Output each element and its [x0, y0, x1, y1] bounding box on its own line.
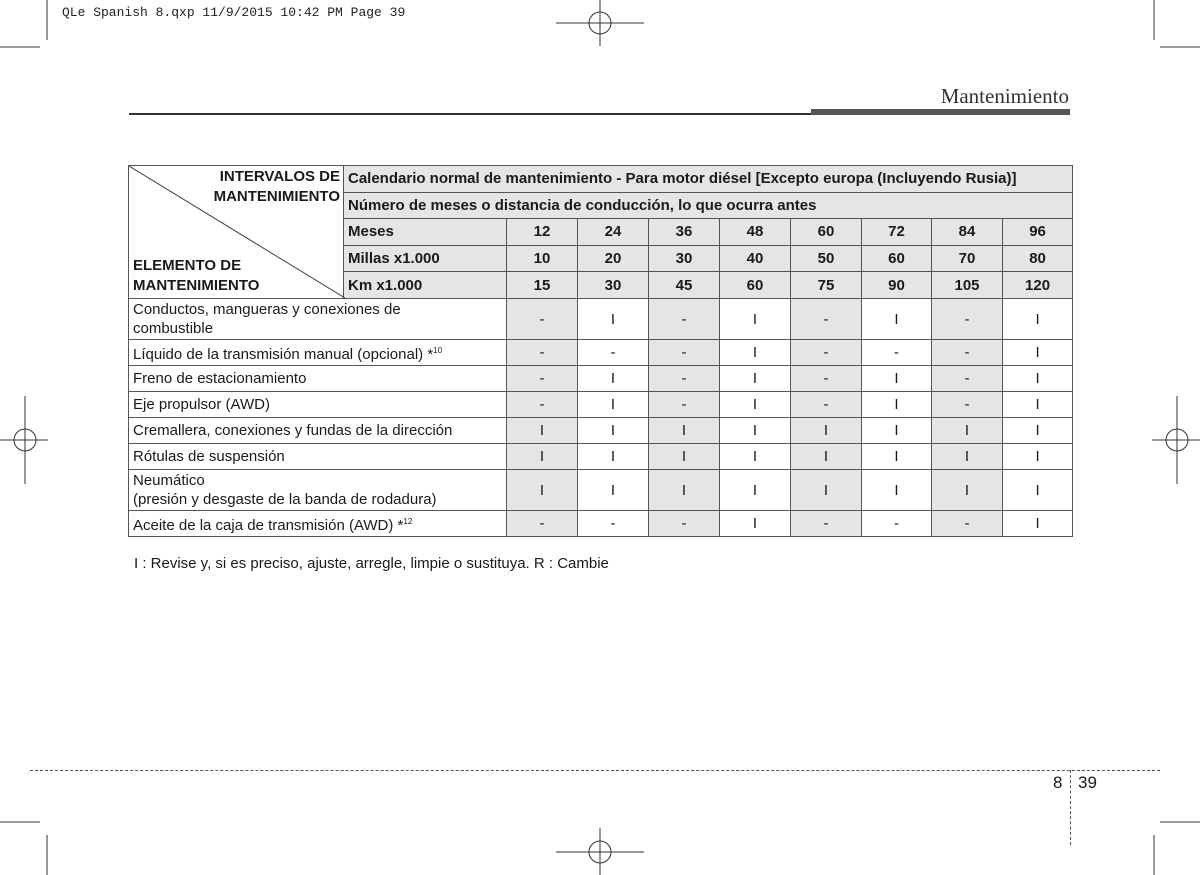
item-name — [129, 392, 507, 418]
interval-cell: - — [507, 340, 578, 366]
km-value: 60 — [720, 272, 791, 299]
interval-cell: - — [932, 366, 1003, 392]
interval-cell: I — [720, 340, 791, 366]
interval-cell: - — [649, 392, 720, 418]
millas-value: 80 — [1003, 245, 1073, 272]
meses-value: 48 — [720, 219, 791, 246]
interval-cell: I — [720, 392, 791, 418]
intervals-header-line: INTERVALOS DE — [219, 168, 340, 185]
item-name — [129, 470, 507, 511]
item-name-line: Neumático — [133, 472, 205, 489]
km-value: 120 — [1003, 272, 1073, 299]
interval-cell: - — [649, 366, 720, 392]
millas-value: 70 — [932, 245, 1003, 272]
item-name — [129, 444, 507, 470]
interval-cell: - — [649, 340, 720, 366]
interval-cell: - — [791, 299, 862, 340]
millas-value: 10 — [507, 245, 578, 272]
interval-cell: - — [791, 511, 862, 537]
footnote-ref: 10 — [433, 346, 443, 355]
interval-cell: I — [649, 444, 720, 470]
intervals-header-line: MANTENIMIENTO — [213, 188, 340, 205]
interval-cell: I — [720, 470, 791, 511]
maintenance-items — [129, 299, 1073, 537]
interval-cell: - — [932, 511, 1003, 537]
interval-cell: I — [1003, 366, 1073, 392]
item-name-line: Aceite de la caja de transmisión (AWD) * — [133, 517, 404, 534]
km-value: 15 — [507, 272, 578, 299]
meses-value: 60 — [791, 219, 862, 246]
print-slug: QLe Spanish 8.qxp 11/9/2015 10:42 PM Page 39 — [62, 5, 406, 20]
schedule-title: Calendario normal de mantenimiento - Para motor diésel [Excepto europa (Incluyendo Rusia)] — [344, 166, 1073, 193]
interval-note: Número de meses o distancia de conducción, lo que ocurra antes — [344, 192, 1073, 219]
interval-cell: - — [932, 392, 1003, 418]
km-value: 105 — [932, 272, 1003, 299]
interval-cell: I — [578, 444, 649, 470]
interval-cell: I — [1003, 418, 1073, 444]
table-row — [129, 418, 1073, 444]
table-row — [129, 470, 1073, 511]
item-name-line: Líquido de la transmisión manual (opcional) * — [133, 346, 434, 363]
table-row — [129, 366, 1073, 392]
interval-cell: I — [578, 392, 649, 418]
interval-cell: - — [932, 299, 1003, 340]
interval-cell: I — [932, 418, 1003, 444]
interval-cell: I — [720, 299, 791, 340]
interval-cell: I — [1003, 444, 1073, 470]
interval-cell: I — [578, 470, 649, 511]
interval-cell: - — [578, 511, 649, 537]
interval-cell: I — [578, 299, 649, 340]
interval-cell: - — [578, 340, 649, 366]
footnote-ref: 12 — [403, 517, 413, 526]
interval-cell: I — [932, 444, 1003, 470]
interval-cell: I — [578, 418, 649, 444]
item-name-line: (presión y desgaste de la banda de rodadura) — [133, 491, 437, 508]
section-title: Mantenimiento — [940, 84, 1069, 108]
interval-cell: I — [720, 444, 791, 470]
item-name-line: Rótulas de suspensión — [133, 448, 285, 465]
interval-cell: - — [507, 392, 578, 418]
interval-cell: I — [1003, 392, 1073, 418]
item-name-line: Conductos, mangueras y conexiones de — [133, 301, 401, 318]
km-value: 90 — [862, 272, 932, 299]
meses-value: 72 — [862, 219, 932, 246]
item-name — [129, 366, 507, 392]
millas-value: 40 — [720, 245, 791, 272]
interval-cell: I — [791, 470, 862, 511]
km-value: 45 — [649, 272, 720, 299]
meses-value: 84 — [932, 219, 1003, 246]
item-name-line: Freno de estacionamiento — [133, 370, 307, 387]
interval-cell: - — [649, 299, 720, 340]
item-name — [129, 511, 507, 537]
table-row — [129, 340, 1073, 366]
header-row-1 — [129, 166, 1073, 193]
meses-value: 96 — [1003, 219, 1073, 246]
item-name-line: Eje propulsor (AWD) — [133, 396, 270, 413]
footer-rule — [30, 770, 1160, 771]
table-row — [129, 299, 1073, 340]
interval-cell: I — [649, 418, 720, 444]
interval-cell: I — [649, 470, 720, 511]
interval-cell: - — [932, 340, 1003, 366]
interval-cell: I — [507, 444, 578, 470]
interval-cell: - — [507, 511, 578, 537]
footer-divider — [1070, 770, 1071, 845]
item-name — [129, 418, 507, 444]
interval-cell: - — [791, 392, 862, 418]
interval-cell: I — [862, 366, 932, 392]
maintenance-schedule-table — [128, 165, 1073, 537]
interval-cell: I — [507, 418, 578, 444]
header-rule-thin — [129, 113, 811, 115]
item-header — [133, 256, 259, 296]
interval-cell: I — [862, 418, 932, 444]
interval-cell: I — [862, 299, 932, 340]
page-number: 39 — [1078, 773, 1097, 792]
interval-cell: I — [862, 392, 932, 418]
millas-value: 50 — [791, 245, 862, 272]
item-header-line: MANTENIMIENTO — [133, 277, 260, 294]
km-value: 30 — [578, 272, 649, 299]
km-value: 75 — [791, 272, 862, 299]
interval-cell: I — [932, 470, 1003, 511]
meses-label: Meses — [344, 219, 507, 246]
interval-cell: I — [1003, 299, 1073, 340]
interval-cell: I — [720, 511, 791, 537]
item-name-line: combustible — [133, 320, 214, 337]
table-row — [129, 511, 1073, 537]
interval-cell: I — [791, 444, 862, 470]
item-name — [129, 299, 507, 340]
interval-cell: I — [862, 470, 932, 511]
interval-cell: - — [862, 511, 932, 537]
interval-cell: I — [720, 418, 791, 444]
interval-cell: - — [791, 366, 862, 392]
millas-label: Millas x1.000 — [344, 245, 507, 272]
interval-cell: I — [862, 444, 932, 470]
item-name-line: Cremallera, conexiones y fundas de la dirección — [133, 422, 453, 439]
meses-value: 36 — [649, 219, 720, 246]
table-row — [129, 392, 1073, 418]
interval-cell: I — [1003, 470, 1073, 511]
interval-cell: - — [649, 511, 720, 537]
item-header-line: ELEMENTO DE — [133, 257, 242, 274]
interval-cell: I — [1003, 340, 1073, 366]
table-row — [129, 444, 1073, 470]
interval-cell: - — [507, 299, 578, 340]
intervals-header — [129, 167, 340, 207]
interval-cell: I — [1003, 511, 1073, 537]
interval-cell: I — [507, 470, 578, 511]
chapter-number: 8 — [1053, 773, 1063, 792]
millas-value: 60 — [862, 245, 932, 272]
interval-cell: - — [507, 366, 578, 392]
item-name — [129, 340, 507, 366]
interval-cell: I — [578, 366, 649, 392]
km-label: Km x1.000 — [344, 272, 507, 299]
interval-cell: - — [862, 340, 932, 366]
interval-cell: I — [791, 418, 862, 444]
millas-value: 20 — [578, 245, 649, 272]
legend-note: I : Revise y, si es preciso, ajuste, arregle, limpie o sustituya. R : Cambie — [134, 555, 609, 572]
meses-value: 24 — [578, 219, 649, 246]
millas-value: 30 — [649, 245, 720, 272]
meses-value: 12 — [507, 219, 578, 246]
corner-cell — [129, 166, 344, 299]
interval-cell: I — [720, 366, 791, 392]
interval-cell: - — [791, 340, 862, 366]
header-rule-thick — [811, 109, 1070, 115]
